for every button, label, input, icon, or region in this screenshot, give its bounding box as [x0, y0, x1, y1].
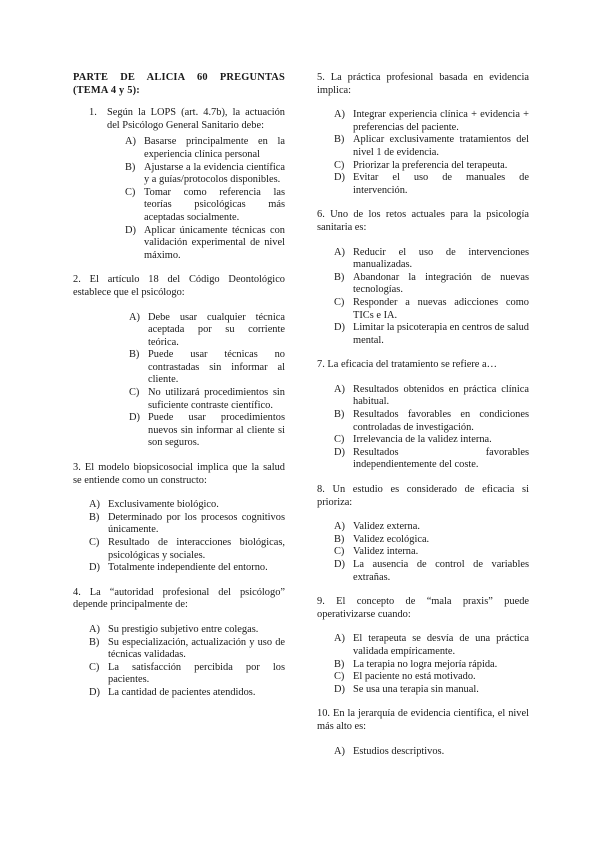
question-text: 7. La eficacia del tratamiento se refiere a… — [317, 359, 497, 371]
option-a — [334, 633, 529, 658]
option-letter: D) — [125, 224, 136, 236]
option-text: Resultados favorables en condiciones controladas de investigación. — [353, 409, 529, 433]
option-letter: C) — [334, 296, 345, 308]
option-letter: D) — [89, 686, 100, 698]
option-d — [334, 559, 529, 584]
options-list — [334, 247, 529, 348]
option-letter: C) — [334, 671, 345, 683]
right-column — [317, 72, 529, 770]
option-b — [129, 349, 285, 387]
question-6 — [317, 209, 529, 347]
option-d — [334, 684, 529, 697]
option-c — [125, 187, 285, 225]
option-text: La ausencia de control de variables extrañas. — [353, 559, 529, 583]
option-b — [334, 272, 529, 297]
option-a — [334, 746, 529, 759]
options-list — [334, 746, 529, 759]
option-d — [334, 447, 529, 472]
option-c — [334, 546, 529, 559]
option-text: Abandonar la integración de nuevas tecnologías. — [353, 271, 529, 296]
question-text: 9. El concepto de “mala praxis” puede operativizarse cuando: — [317, 596, 529, 620]
option-text: Evitar el uso de manuales de intervención. — [353, 172, 529, 196]
option-b — [334, 409, 529, 434]
option-text: La terapia no logra mejoría rápida. — [353, 658, 498, 670]
option-a — [334, 109, 529, 134]
option-letter: C) — [334, 546, 345, 558]
option-text: Basarse principalmente en la experiencia clínica personal — [144, 136, 285, 160]
options-list — [129, 312, 285, 451]
document-title: PARTE DE ALICIA 60 PREGUNTAS (TEMA 4 y 5): — [73, 72, 285, 96]
question-10 — [317, 708, 529, 758]
option-c — [89, 537, 285, 562]
option-text: Su prestigio subjetivo entre colegas. — [108, 623, 259, 635]
option-letter: A) — [89, 623, 100, 635]
question-3 — [73, 462, 285, 575]
option-text: Limitar la psicoterapia en centros de salud mental. — [353, 322, 529, 346]
option-letter: D) — [334, 446, 345, 458]
option-d — [125, 225, 285, 263]
option-letter: B) — [89, 511, 100, 523]
question-text: Según la LOPS (art. 4.7b), la actuación del Psicólogo General Sanitario debe: — [107, 107, 285, 131]
option-d — [334, 172, 529, 197]
option-letter: A) — [129, 311, 140, 323]
option-text: Exclusivamente biológico. — [108, 499, 219, 511]
question-text: 8. Un estudio es considerado de eficacia si prioriza: — [317, 484, 529, 508]
option-c — [334, 434, 529, 447]
question-text: 10. En la jerarquía de evidencia científica, el nivel más alto es: — [317, 708, 529, 732]
option-text: Estudios descriptivos. — [353, 745, 445, 757]
option-letter: A) — [334, 745, 345, 757]
option-c — [129, 387, 285, 412]
option-text: El paciente no está motivado. — [353, 671, 476, 683]
question-text: 3. El modelo biopsicosocial implica que la salud se entiende como un constructo: — [73, 462, 285, 486]
option-letter: B) — [334, 409, 345, 421]
option-text: Debe usar cualquier técnica aceptada por su corriente teórica. — [148, 311, 285, 348]
option-text: Puede usar técnicas no contrastadas sin informar al cliente. — [148, 349, 285, 386]
option-text: Validez externa. — [353, 521, 420, 533]
question-9 — [317, 596, 529, 696]
option-text: Se usa una terapia sin manual. — [353, 683, 479, 695]
option-d — [89, 562, 285, 575]
option-text: Priorizar la preferencia del terapeuta. — [353, 159, 508, 171]
option-text: Validez interna. — [353, 546, 419, 558]
options-list — [334, 109, 529, 197]
option-text: Ajustarse a la evidencia científica y a guías/protocolos disponibles. — [144, 161, 285, 186]
option-letter: C) — [129, 387, 140, 399]
option-letter: C) — [125, 186, 136, 198]
question-text: 5. La práctica profesional basada en evidencia implica: — [317, 72, 529, 96]
option-d — [89, 687, 285, 700]
option-a — [334, 521, 529, 534]
option-text: Aplicar únicamente técnicas con validación experimental de nivel máximo. — [144, 224, 285, 261]
option-b — [125, 162, 285, 187]
option-letter: B) — [129, 349, 140, 361]
option-text: Resultados favorables independientemente del coste. — [353, 446, 529, 471]
option-letter: B) — [334, 658, 345, 670]
question-2 — [73, 274, 285, 450]
option-text: Resultados obtenidos en práctica clínica habitual. — [353, 383, 529, 408]
question-4 — [73, 587, 285, 700]
option-text: Aplicar exclusivamente tratamientos del nivel 1 de evidencia. — [353, 134, 529, 158]
option-text: La cantidad de pacientes atendidos. — [108, 686, 256, 698]
option-text: Totalmente independiente del entorno. — [108, 562, 268, 574]
option-text: Su especialización, actualización y uso de técnicas validadas. — [108, 636, 285, 661]
option-b — [334, 659, 529, 672]
option-text: La satisfacción percibida por los pacientes. — [108, 661, 285, 686]
option-letter: A) — [89, 499, 100, 511]
option-letter: D) — [334, 172, 345, 184]
option-c — [334, 297, 529, 322]
options-list — [334, 521, 529, 584]
option-letter: D) — [334, 322, 345, 334]
option-letter: C) — [334, 159, 345, 171]
option-text: Puede usar procedimientos nuevos sin informar al cliente si son seguros. — [148, 412, 285, 449]
option-letter: C) — [334, 434, 345, 446]
option-letter: B) — [125, 161, 136, 173]
option-text: Responder a nuevas adicciones como TICs e IA. — [353, 296, 529, 321]
option-letter: A) — [334, 246, 345, 258]
option-letter: B) — [334, 271, 345, 283]
option-a — [334, 247, 529, 272]
options-list — [334, 633, 529, 696]
question-text: 6. Uno de los retos actuales para la psicología sanitaria es: — [317, 209, 529, 233]
option-letter: A) — [334, 109, 345, 121]
question-1 — [73, 107, 285, 262]
option-text: No utilizará procedimientos sin suficiente contraste científico. — [148, 387, 285, 411]
question-1-stem — [89, 107, 285, 132]
option-text: Validez ecológica. — [353, 533, 430, 545]
option-text: Irrelevancia de la validez interna. — [353, 434, 492, 446]
option-letter: A) — [334, 521, 345, 533]
question-8 — [317, 484, 529, 584]
option-a — [125, 136, 285, 161]
question-number: 1. — [89, 107, 97, 119]
option-letter: D) — [129, 412, 140, 424]
option-text: Integrar experiencia clínica + evidencia + preferencias del paciente. — [353, 109, 529, 133]
left-column — [73, 72, 285, 712]
option-b — [334, 534, 529, 547]
options-list — [125, 136, 285, 262]
option-text: El terapeuta se desvía de una práctica validada empíricamente. — [353, 633, 529, 657]
question-5 — [317, 72, 529, 197]
option-letter: A) — [125, 136, 136, 148]
question-text: 4. La “autoridad profesional del psicólogo” depende principalmente de: — [73, 586, 285, 611]
option-c — [334, 160, 529, 173]
options-list — [89, 499, 285, 575]
option-c — [89, 662, 285, 687]
option-letter: B) — [89, 636, 100, 648]
option-a — [129, 312, 285, 350]
option-text: Determinado por los procesos cognitivos únicamente. — [108, 511, 285, 536]
option-letter: C) — [89, 661, 100, 673]
option-b — [334, 134, 529, 159]
option-letter: A) — [334, 383, 345, 395]
question-text: 2. El artículo 18 del Código Deontológico establece que el psicólogo: — [73, 274, 285, 298]
option-a — [334, 384, 529, 409]
option-letter: D) — [334, 683, 345, 695]
option-a — [89, 624, 285, 637]
option-b — [89, 637, 285, 662]
option-c — [334, 671, 529, 684]
question-7 — [317, 359, 529, 472]
options-list — [334, 384, 529, 472]
options-list — [89, 624, 285, 700]
option-d — [334, 322, 529, 347]
option-text: Reducir el uso de intervenciones manualizadas. — [353, 246, 529, 271]
option-d — [129, 412, 285, 450]
option-letter: D) — [89, 562, 100, 574]
option-letter: B) — [334, 533, 345, 545]
option-letter: D) — [334, 559, 345, 570]
option-text: Resultado de interacciones biológicas, psicológicas y sociales. — [108, 537, 285, 561]
option-b — [89, 512, 285, 537]
option-a — [89, 499, 285, 512]
option-letter: A) — [334, 633, 345, 645]
option-letter: C) — [89, 537, 100, 548]
option-text: Tomar como referencia las teorías psicológicas más aceptadas socialmente. — [144, 186, 285, 223]
option-letter: B) — [334, 134, 345, 146]
